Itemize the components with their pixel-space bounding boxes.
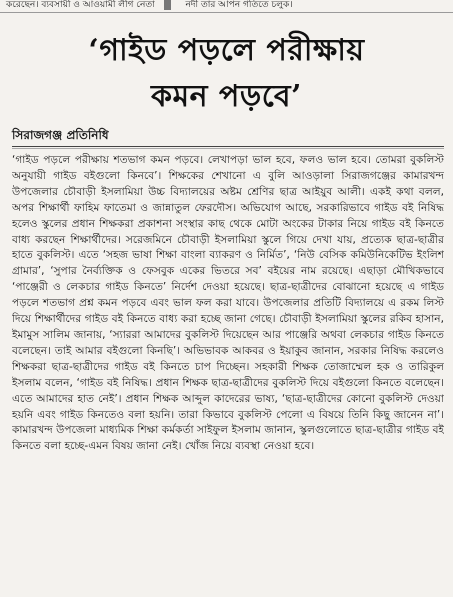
byline-rule xyxy=(12,146,444,147)
previous-article-text-right: নদী তার আপন গতিতে চলুক। xyxy=(185,0,293,10)
headline xyxy=(18,28,435,120)
article-paragraph: ‘গাইড পড়লে পরীক্ষায় শতভাগ কমন পড়বে। লেখাপড়া ভাল হবে, ফলও ভাল হবে। তোমরা বুকলিস্ট অনুযায়ী গাইড বইগুলো কিনবে’। শিক্ষকের শেখানো এ বুলি আওড়ালা সিরাজগঞ্জের কামারখন্দ উপজেলার চৌবাড়ী ইসলামিয়া উচ্চ বিদ্যালয়ের অষ্টম শ্রেণির ছাত্র আইয়ুব আলী। একই কথা বলল, অপর শিক্ষার্থী ফাহিম ফাতেমা ও জান্নাতুল ফেরদৌস। অভিযোগ আছে, সরকারিভাবে গাইড বই নিষিদ্ধ হলেও স্কুলের প্রধান শিক্ষকরা প্রকাশনা সংস্থার কাছ থেকে মোটা অংকের টাকার নিয়ে গাইড বই কিনতে বাধ্য করছেন শিক্ষার্থীদের। সরেজমিনে চৌবাড়ী ইসলামিয়া স্কুলে গিয়ে দেখা যায়, প্রত্যেক ছাত্র-ছাত্রীর হাতে বুকলিস্ট। এতে ‘সহজ ভাষা শিক্ষা বাংলা ব্যাকরণ ও নির্মিত’, ‘নিউ বেসিক কমিউনিকেটিভ ইংলিশ গ্রামার’, ‘সুপার নৈর্ব্যক্তিক ও ফেসবুক একের ভিতরে সব’ বইয়ের নাম রয়েছে। এছাড়া মৌখিকভাবে ‘পাঞ্জেরী ও লেকচার গাইড কিনতে’ নির্দেশ দেওয়া হয়েছে। ছাত্র-ছাত্রীদের বোঝানো হয়েছে এ গাইড পড়লে শতভাগ প্রশ্ন কমন পড়বে এবং ভাল ফল করা যাবে। উপজেলার প্রতিটি বিদ্যালয়ে এ রকম লিস্ট দিয়ে শিক্ষার্থীদের গাইড বই কিনতে বাধ্য করা হচ্ছে জানা গেছে। চৌবাড়ী ইসলামিয়া স্কুলের রকিব হাসান, ইমামুস সালিম জানায়, ‘স্যাররা আমাদের বুকলিস্ট দিয়েছেন আর পাঞ্জেরি অথবা লেকচার গাইড কিনতে বলেছেন। তাই আমার বইগুলো কিনছি’। অভিভাবক আকবর ও ইয়াকুব জানান, সরকার নিষিদ্ধ করলেও শিক্ষকরা ছাত্র-ছাত্রীদের গাইড বই কিনতে চাপ দিচ্ছেন। সহকারী শিক্ষক তোজাম্মেল হক ও তারিকুল ইসলাম বলেন, ‘গাইড বই নিষিদ্ধ। প্রধান শিক্ষক ছাত্র-ছাত্রীদের বুকলিস্ট দিয়ে বইগুলো কিনতে বলেছেন। এতে আমাদের হাত নেই’। প্রধান শিক্ষক আব্দুল কাদেরের ভাষ্য, ‘ছাত্র-ছাত্রীদের কোনো বুকলিস্ট দেওয়া হয়নি এবং গাইড কিনতেও বলা হয়নি। তারা কিভাবে বুকলিস্ট পেলো এ বিষয়ে তিনি কিছু জানেন না’। কামারখন্দ উপজেলা মাধ্যমিক শিক্ষা কর্মকর্তা সাইফুল ইসলাম জানান, স্কুলগুলোতে ছাত্র-ছাত্রীর গাইড বই কিনতে বলা হচ্ছে-এমন বিষয় জানা নেই। খোঁজ নিয়ে ব্যবস্থা নেওয়া হবে। xyxy=(12,154,444,453)
column-divider xyxy=(164,0,171,10)
byline: সিরাজগঞ্জ প্রতিনিধি xyxy=(12,128,109,142)
headline-line-1: ‘গাইড পড়লে পরীক্ষায় xyxy=(88,33,365,68)
byline-rule-thin xyxy=(12,148,444,149)
previous-article-strip xyxy=(0,0,453,13)
headline-line-2: কমন পড়বে’ xyxy=(151,79,302,114)
previous-article-text-left: করেছেন। ব্যবসায়ী ও আওয়ামী লীগ নেতা xyxy=(6,0,155,10)
article-body xyxy=(12,153,444,593)
